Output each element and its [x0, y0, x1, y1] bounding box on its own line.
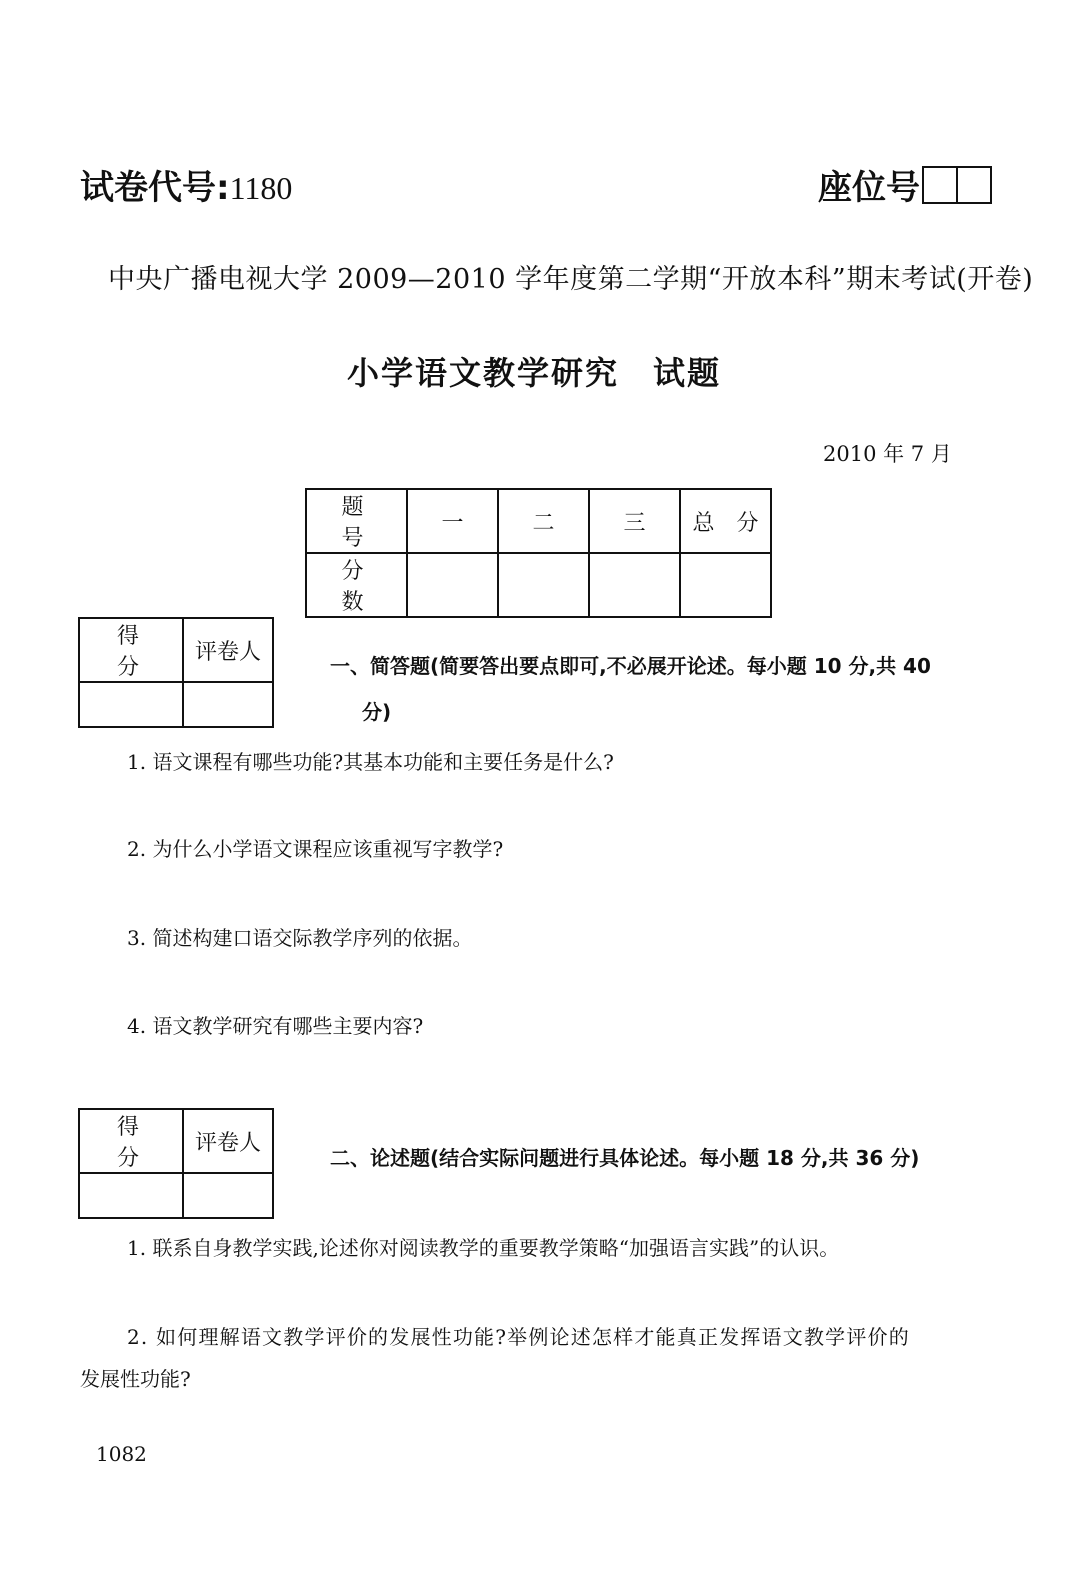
paper-code-label: 试卷代号: [80, 168, 230, 208]
grader-box-section-1 [78, 617, 274, 728]
grader-label: 评卷人 [183, 1109, 273, 1173]
section-2-question-1: 1. 联系自身教学实践,论述你对阅读教学的重要教学策略“加强语言实践”的认识。 [127, 1236, 840, 1260]
score-summary-score-row [306, 553, 771, 617]
subject-title: 小学语文教学研究 试题 [347, 354, 722, 392]
score-cell [498, 553, 589, 617]
seat-box [958, 166, 992, 204]
section-3-header: 三 [589, 489, 680, 553]
seat-number-boxes [922, 166, 992, 204]
score-summary-header-row [306, 489, 771, 553]
question-number-label: 题 号 [306, 489, 407, 553]
score-summary-table [305, 488, 772, 618]
seat-box [922, 166, 958, 204]
section-1-title-cont: 分) [362, 700, 392, 724]
score-label: 得 分 [79, 1109, 183, 1173]
seat-number [818, 160, 992, 209]
section-2-question-2: 2. 如何理解语文教学评价的发展性功能?举例论述怎样才能真正发挥语文教学评价的 [127, 1325, 910, 1349]
section-1-title: 一、简答题(简要答出要点即可,不必展开论述。每小题 10 分,共 40 [330, 654, 931, 678]
paper-code-value: 1180 [229, 170, 293, 206]
page-number: 1082 [96, 1442, 147, 1466]
section-1-question-1: 1. 语文课程有哪些功能?其基本功能和主要任务是什么? [127, 750, 614, 774]
section-2-title: 二、论述题(结合实际问题进行具体论述。每小题 18 分,共 36 分) [330, 1146, 920, 1170]
score-cell [589, 553, 680, 617]
exam-date: 2010 年 7 月 [823, 442, 952, 466]
exam-title: 中央广播电视大学 2009—2010 学年度第二学期“开放本科”期末考试(开卷) [108, 264, 1034, 295]
grader-box-section-2 [78, 1108, 274, 1219]
section-1-question-3: 3. 简述构建口语交际教学序列的依据。 [127, 926, 473, 950]
grader-cell [183, 682, 273, 727]
score-cell [680, 553, 771, 617]
seat-number-label: 座位号 [818, 168, 920, 208]
section-2-question-2-cont: 发展性功能? [80, 1367, 191, 1391]
total-header: 总 分 [680, 489, 771, 553]
section-1-question-4: 4. 语文教学研究有哪些主要内容? [127, 1014, 424, 1038]
score-label: 得 分 [79, 618, 183, 682]
section-1-question-2: 2. 为什么小学语文课程应该重视写字教学? [127, 837, 504, 861]
section-2-header: 二 [498, 489, 589, 553]
score-row-label: 分 数 [306, 553, 407, 617]
grader-cell [183, 1173, 273, 1218]
score-cell [79, 682, 183, 727]
score-cell [79, 1173, 183, 1218]
section-1-header: 一 [407, 489, 498, 553]
grader-label: 评卷人 [183, 618, 273, 682]
paper-code [80, 160, 292, 209]
